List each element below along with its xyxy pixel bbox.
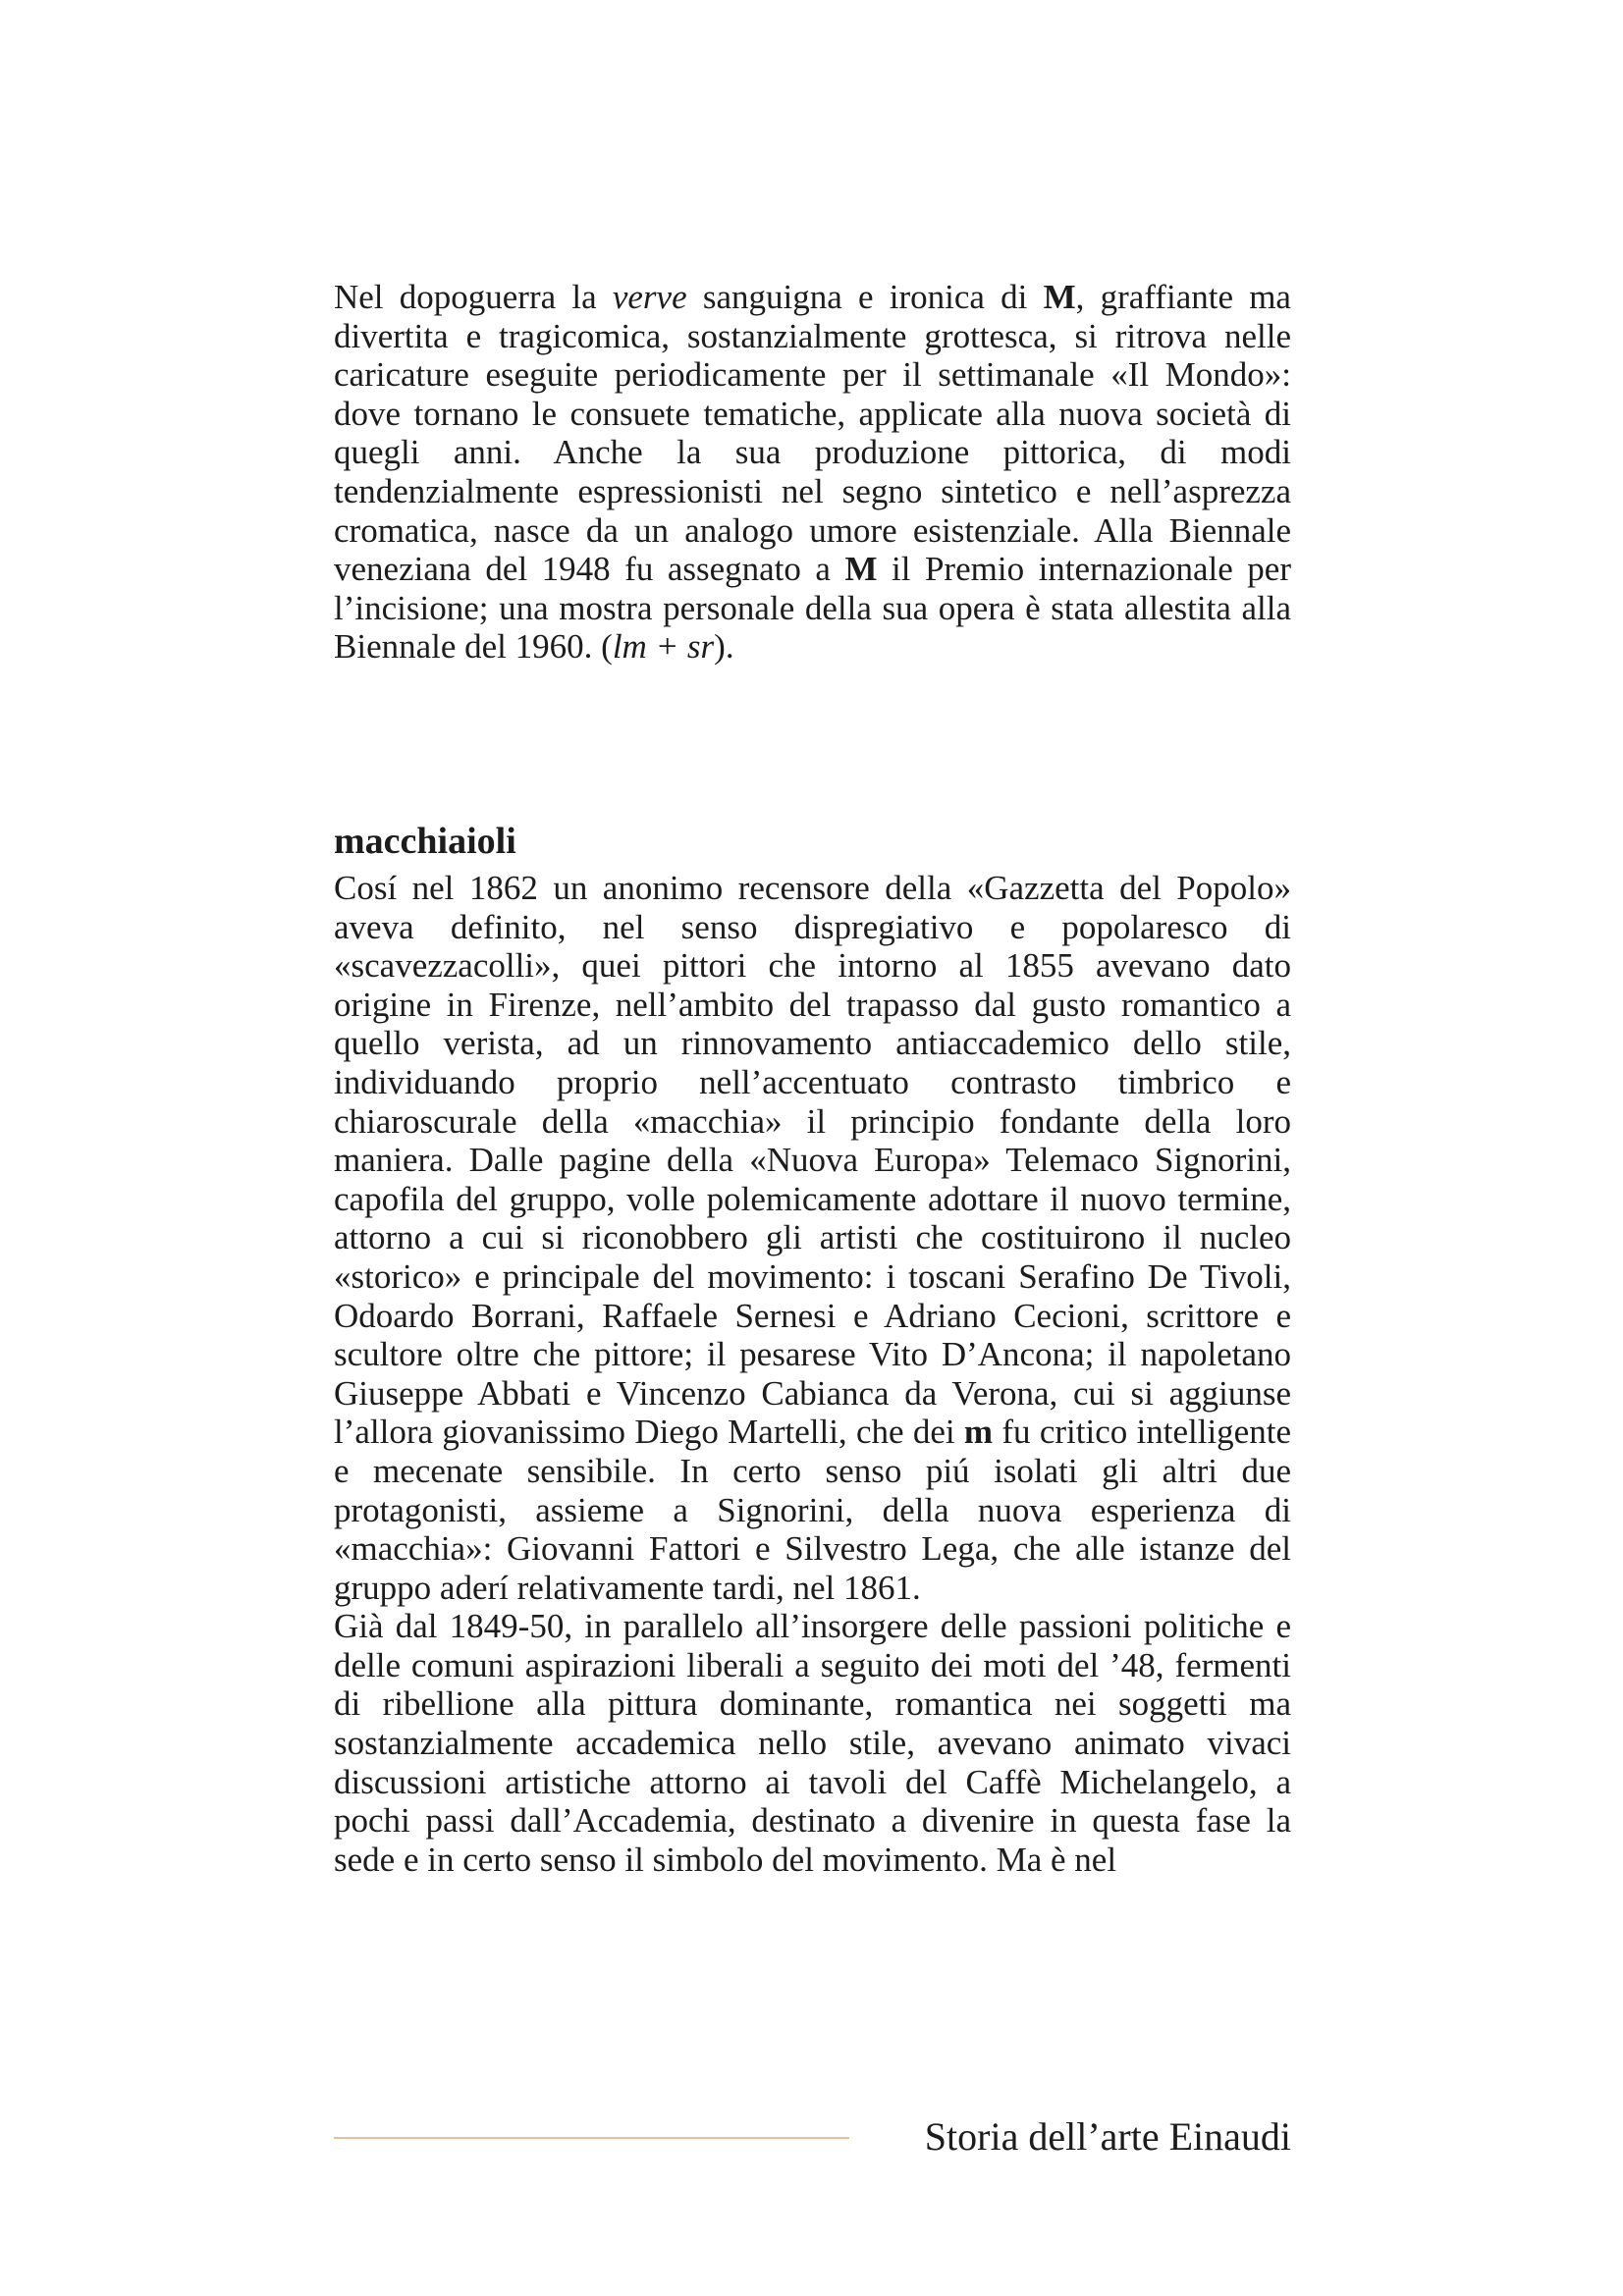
- text-run: Nel dopoguerra la: [334, 278, 613, 316]
- text-run: il Premio internazionale per l’incisione; una mostra personale della sua opera è stata allestita alla Biennale del 1960. (: [334, 550, 1291, 667]
- footer-rule: [334, 2137, 849, 2139]
- italic-term-verve: verve: [612, 278, 687, 316]
- text-run: ).: [714, 627, 734, 667]
- bold-abbreviation: M: [1043, 278, 1076, 316]
- author-initials: lm + sr: [612, 627, 715, 667]
- page-footer: [334, 2112, 1291, 2162]
- text-run: Cosí nel 1862 un anonimo recensore della «Gazzetta del Popolo» aveva definito, nel senso dispregiativo e popolaresco di «scavezzacolli», quei pittori che intorno al 1855 avevano dato origine in Firenze, nell’ambito del trapasso dal gusto romantico a quello verista, ad un rinnovamento antiaccademico dello stile, individuando proprio nell’accentuato contrasto timbrico e chiaroscurale della «macchia» il principio fondante della loro maniera. Dalle pagine della «Nuova Europa» Telemaco Signorini, capofila del gruppo, volle polemicamente adottare il nuovo termine, attorno a cui si riconobbero gli artisti che costituirono il nucleo «storico» e principale del movimento: i toscani Serafino De Tivoli, Odoardo Borrani, Raffaele Sernesi e Adriano Cecioni, scrittore e scultore oltre che pittore; il pesarese Vito D’Ancona; il napoletano Giuseppe Abbati e Vincenzo Cabianca da Verona, cui si aggiunse l’allora giovanissimo Diego Martelli, che dei: [334, 869, 1291, 1452]
- bold-abbreviation: m: [963, 1413, 994, 1452]
- entry-paragraph-2: Già dal 1849-50, in parallelo all’insorgere delle passioni politiche e delle comuni aspirazioni liberali a seguito dei moti del ’48, fermenti di ribellione alla pittura dominante, romantica nei soggetti ma sostanzialmente accademica nello stile, avevano animato vivaci discussioni artistiche attorno ai tavoli del Caffè Michelangelo, a pochi passi dall’Accademia, destinato a divenire in questa fase la sede e in certo senso il simbolo del movimento. Ma è nel: [334, 1607, 1291, 1879]
- text-run: sanguigna e ironica di: [686, 278, 1044, 316]
- bold-abbreviation: M: [844, 550, 878, 589]
- entry-paragraph-1: [334, 869, 1291, 1607]
- paragraph: [334, 278, 1291, 667]
- continued-paragraph: [334, 278, 1291, 667]
- encyclopedia-entry: [334, 820, 1291, 1879]
- text-run: , graffiante ma divertita e tragicomica, sostanzialmente grottesca, si ritrova nelle caricature eseguite periodicamente per il settimanale «Il Mondo»: dove tornano le consuete tematiche, applicate alla nuova società di quegli anni. Anche la sua produzione pittorica, di modi tendenzialmente espressionisti nel segno sintetico e nell’asprezza cromatica, nasce da un analogo umore esistenziale. Alla Biennale veneziana del 1948 fu assegnato a: [334, 278, 1291, 589]
- text-run: fu critico intelligente e mecenate sensibile. In certo senso piú isolati gli altri due protagonisti, assieme a Signorini, della nuova esperienza di «macchia»: Giovanni Fattori e Silvestro Lega, che alle istanze del gruppo aderí relativamente tardi, nel 1861.: [334, 1413, 1291, 1607]
- footer-publication-title: Storia dell’arte Einaudi: [924, 2114, 1291, 2159]
- entry-title: macchiaioli: [334, 821, 516, 862]
